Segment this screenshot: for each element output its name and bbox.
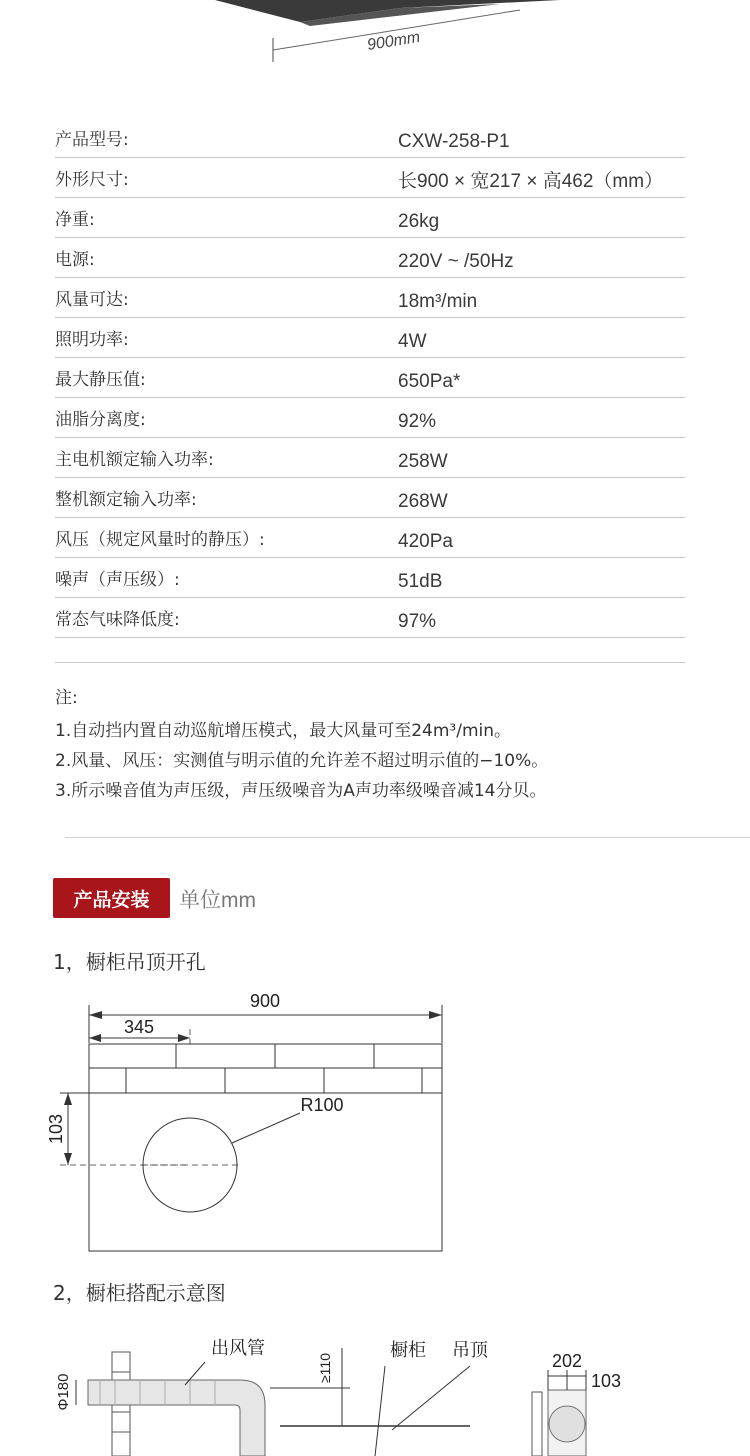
step2-heading: 2，橱柜搭配示意图 [53, 1281, 226, 1305]
spec-row [55, 358, 685, 398]
clearance-label: ≥110 [317, 1352, 333, 1384]
spec-label: 外形尺寸: [55, 170, 129, 190]
duct-label: 出风管 [211, 1338, 265, 1358]
spec-label: 噪声（声压级）: [55, 570, 180, 590]
note-line: 2.风量、风压：实测值与明示值的允许差不超过明示值的−10%。 [55, 751, 549, 771]
spec-label: 电源: [55, 250, 95, 270]
unit-label: 单位mm [179, 889, 256, 912]
spec-row [55, 478, 685, 518]
note-line: 3.所示噪音值为声压级，声压级噪音为A声功率级噪音减14分贝。 [55, 781, 547, 801]
spec-row [55, 438, 685, 478]
section-divider [65, 837, 750, 838]
spec-row [55, 118, 685, 158]
arrangement-diagram [40, 1330, 730, 1456]
install-badge: 产品安装 [53, 878, 170, 918]
pipe-diameter-label: Φ180 [55, 1373, 72, 1411]
ceiling-label: 吊顶 [452, 1340, 488, 1360]
width-label: 900mm [365, 28, 422, 54]
spec-value: 258W [398, 451, 448, 472]
spec-row [55, 398, 685, 438]
cabinet-label: 橱柜 [390, 1340, 426, 1360]
dim-345-label: 345 [123, 1017, 155, 1037]
spec-label: 常态气味降低度: [55, 610, 180, 630]
dim-103-label: 103 [46, 1113, 66, 1145]
spec-value: 97% [398, 611, 437, 632]
notes-section [55, 683, 745, 806]
spec-value: 220V ~ /50Hz [398, 251, 514, 272]
cutout-diagram [40, 985, 460, 1260]
spec-label: 照明功率: [55, 330, 129, 350]
spec-row [55, 198, 685, 238]
spec-row [55, 238, 685, 278]
spec-value: 长900 × 宽217 × 高462（mm） [398, 171, 664, 192]
spec-row [55, 518, 685, 558]
spec-value: 18m³/min [398, 291, 478, 312]
spec-value: CXW-258-P1 [398, 131, 510, 152]
radius-label: R100 [300, 1095, 344, 1115]
spec-label: 油脂分离度: [55, 410, 146, 430]
table-bottom-divider [55, 662, 685, 663]
spec-label: 净重: [55, 210, 95, 230]
spec-row [55, 318, 685, 358]
spec-value: 51dB [398, 571, 443, 592]
spec-value: 92% [398, 411, 437, 432]
spec-table [55, 118, 685, 638]
note-line: 1.自动挡内置自动巡航增压模式，最大风量可至24m³/min。 [55, 721, 512, 741]
spec-label: 主电机额定输入功率: [55, 450, 214, 470]
spec-value: 26kg [398, 211, 440, 232]
spec-row [55, 598, 685, 638]
spec-row [55, 558, 685, 598]
spec-value: 650Pa* [398, 371, 461, 392]
spec-value: 4W [398, 331, 427, 352]
spec-label: 整机额定输入功率: [55, 490, 197, 510]
notes-title: 注: [55, 688, 78, 708]
hood-illustration [0, 0, 750, 80]
spec-value: 420Pa [398, 531, 453, 552]
dim-103b-label: 103 [590, 1371, 622, 1391]
dim-900-label: 900 [249, 991, 281, 1011]
step1-heading: 1，橱柜吊顶开孔 [53, 950, 206, 974]
dim-202-label: 202 [551, 1351, 583, 1371]
spec-label: 风压（规定风量时的静压）: [55, 530, 265, 550]
spec-label: 最大静压值: [55, 370, 146, 390]
spec-value: 268W [398, 491, 448, 512]
ceiling-panel [89, 1093, 442, 1251]
spec-label: 风量可达: [55, 290, 129, 310]
spec-row [55, 158, 685, 198]
spec-label: 产品型号: [55, 130, 129, 150]
spec-row [55, 278, 685, 318]
